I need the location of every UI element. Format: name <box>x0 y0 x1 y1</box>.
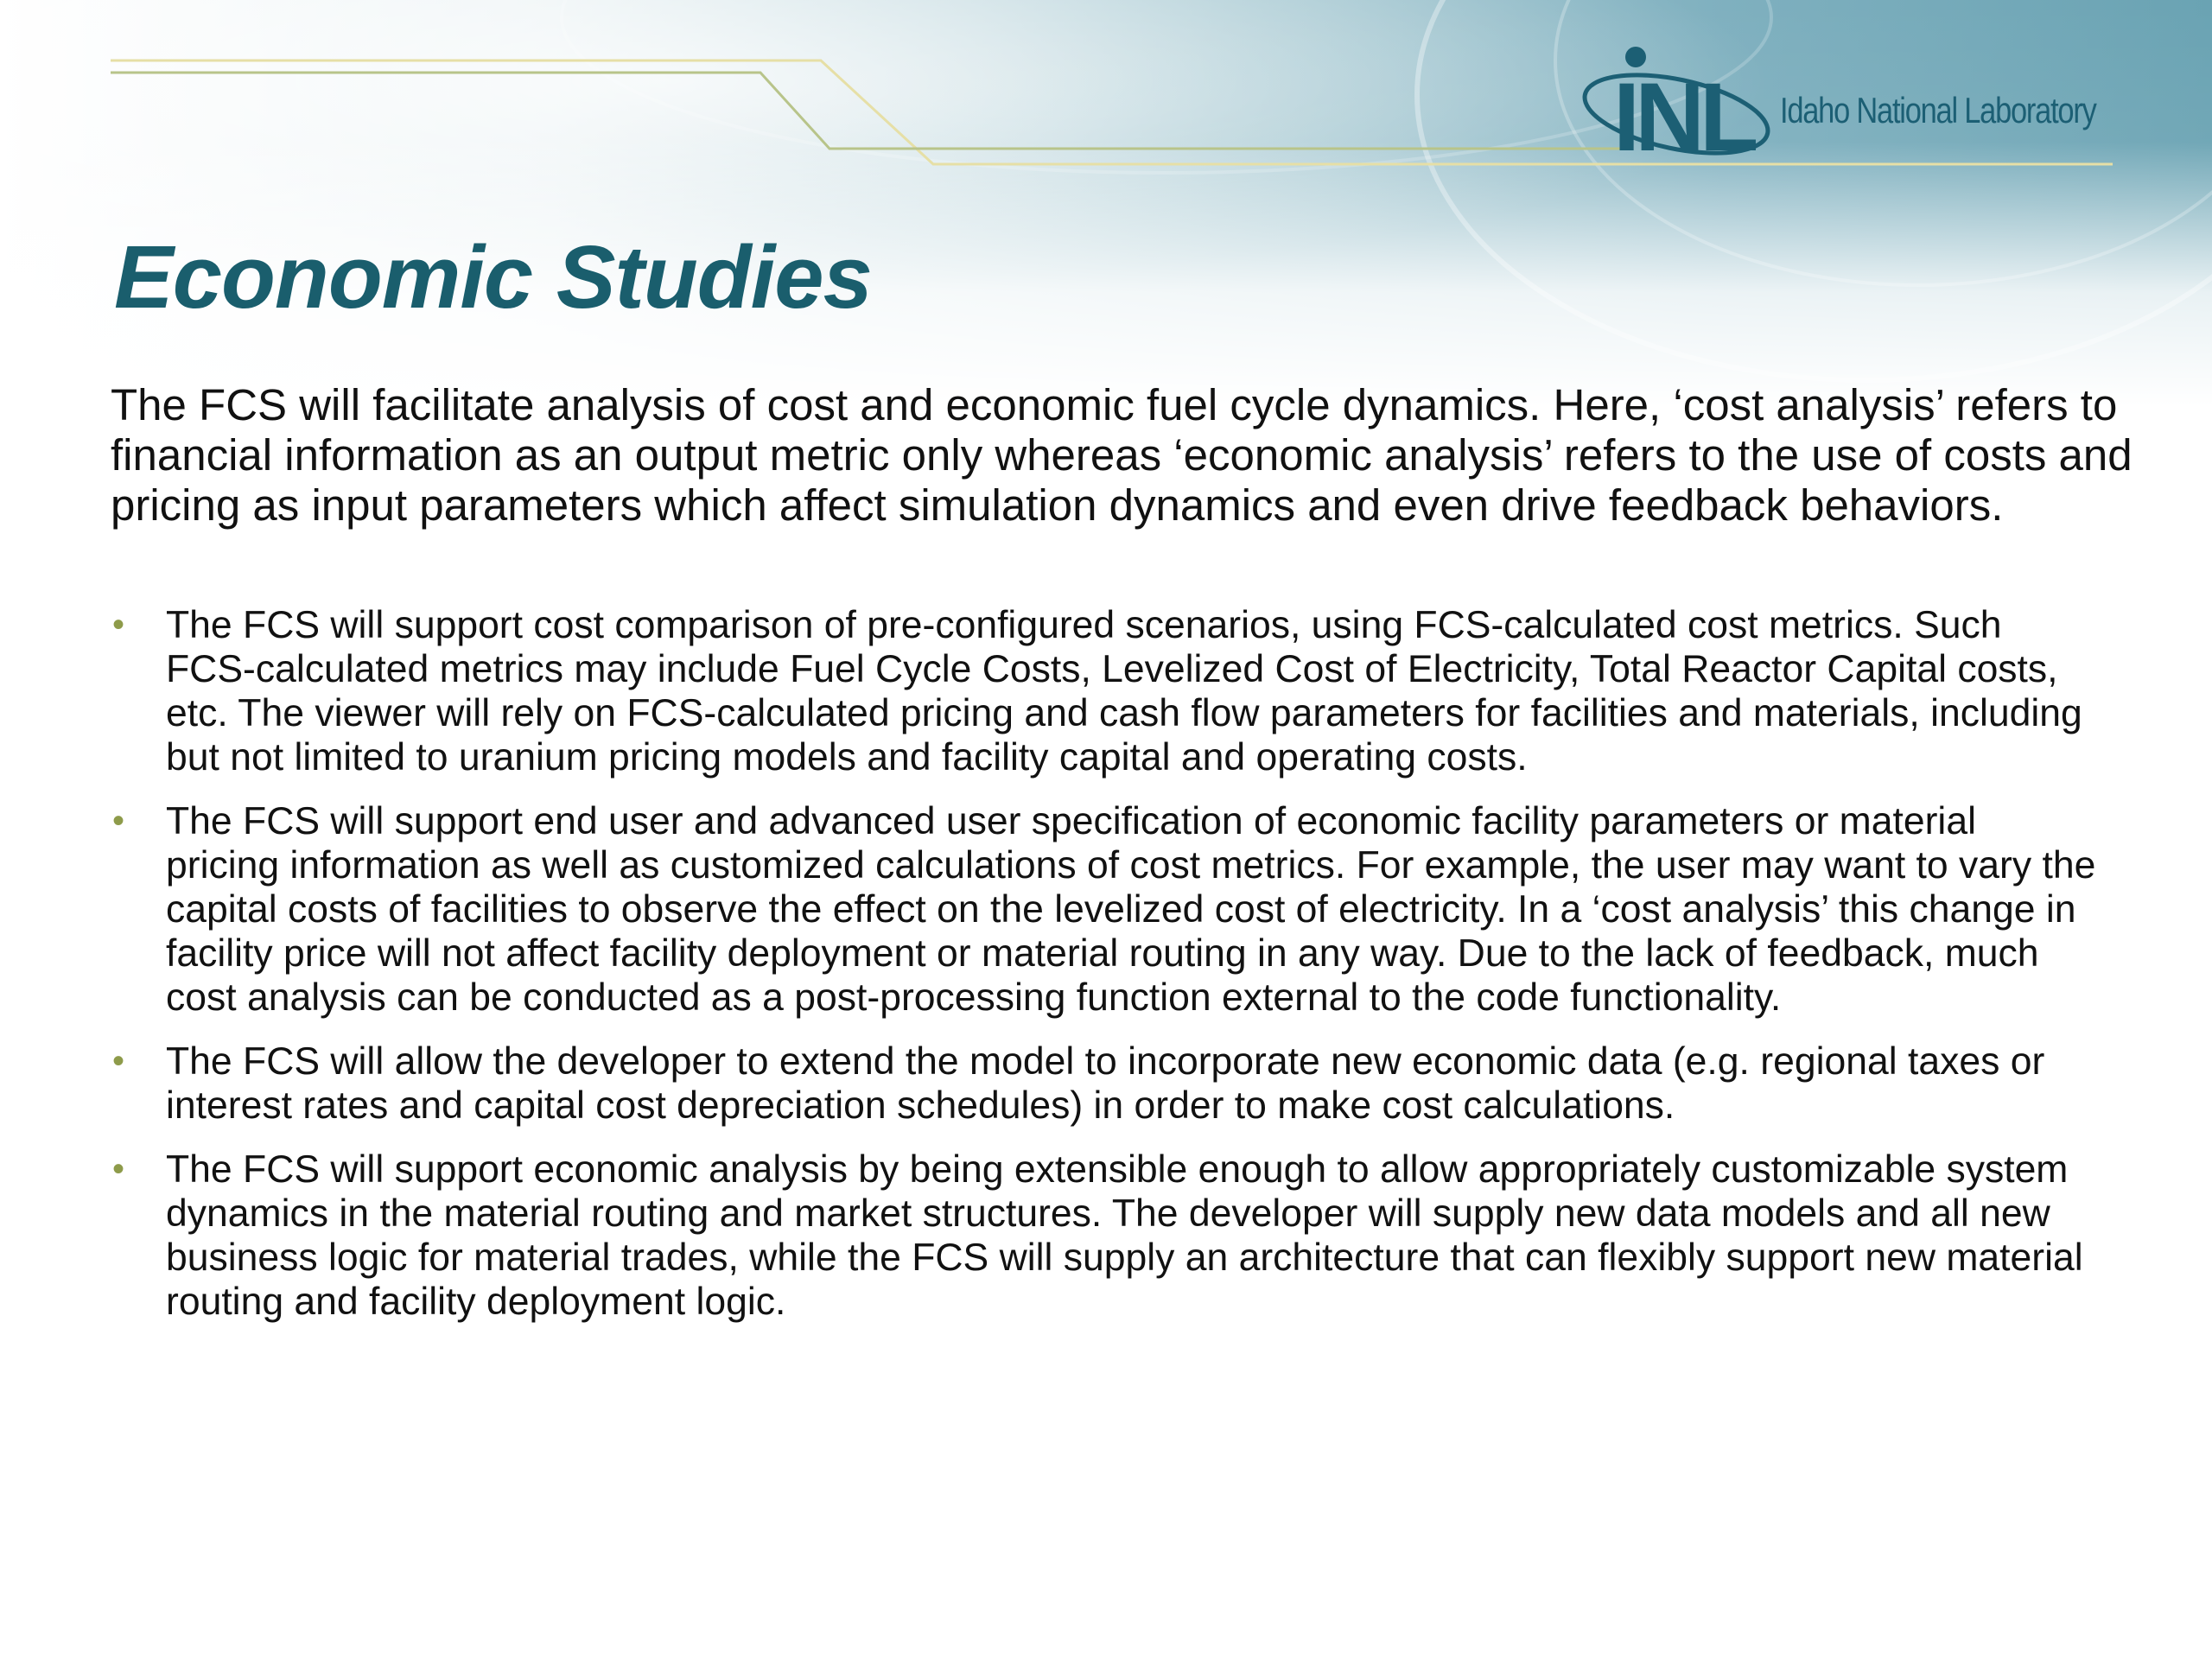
inl-logo <box>1577 45 2130 166</box>
bullet-text: The FCS will support cost comparison of pre-configured scenarios, using FCS-calculated cost metrics. Such FCS-calculated metrics may include Fuel Cycle Costs, Levelized Cost of Electricity, Total Reactor Capital costs, etc. The viewer will rely on FCS-calculated pricing and cash flow parameters for facilities and materials, including but not limited to uranium pricing models and facility capital and operating costs. <box>166 604 2082 779</box>
organization-name: Idaho National Laboratory <box>1780 90 2096 130</box>
bullet-list <box>111 603 2098 1344</box>
bullet-dot-icon: • <box>112 606 125 644</box>
bullet-item <box>111 799 2098 1020</box>
bullet-item <box>111 603 2098 779</box>
intro-paragraph: The FCS will facilitate analysis of cost and economic fuel cycle dynamics. Here, ‘cost analysis’ refers to financial information as an output metric only whereas ‘economic analysis’ refers to the use of costs and pricing as input parameters which affect simulation dynamics and even drive feedback behaviors. <box>111 380 2133 530</box>
bullet-dot-icon: • <box>112 802 125 840</box>
bullet-item <box>111 1039 2098 1128</box>
bullet-text: The FCS will support end user and advanced user specification of economic facility parameters or material pricing information as well as customized calculations of cost metrics. For example, the user may want to vary the capital costs of facilities to observe the effect on the levelized cost of electricity. In a ‘cost analysis’ this change in facility price will not affect facility deployment or material routing in any way. Due to the lack of feedback, much cost analysis can be conducted as a post-processing function external to the code functionality. <box>166 800 2096 1019</box>
slide-title: Economic Studies <box>114 227 872 327</box>
inl-logo-mark-text: INL <box>1613 63 1754 166</box>
bullet-dot-icon: • <box>112 1150 125 1188</box>
bullet-text: The FCS will support economic analysis by being extensible enough to allow appropriately customizable system dynamics in the material routing and market structures. The developer will supply new data models and all new business logic for material trades, while the FCS will supply an architecture that can flexibly support new material routing and facility deployment logic. <box>166 1148 2083 1323</box>
bullet-text: The FCS will allow the developer to extend the model to incorporate new economic data (e.g. regional taxes or interest rates and capital cost depreciation schedules) in order to make cost calculations. <box>166 1040 2045 1127</box>
bullet-dot-icon: • <box>112 1042 125 1080</box>
bullet-item <box>111 1147 2098 1324</box>
